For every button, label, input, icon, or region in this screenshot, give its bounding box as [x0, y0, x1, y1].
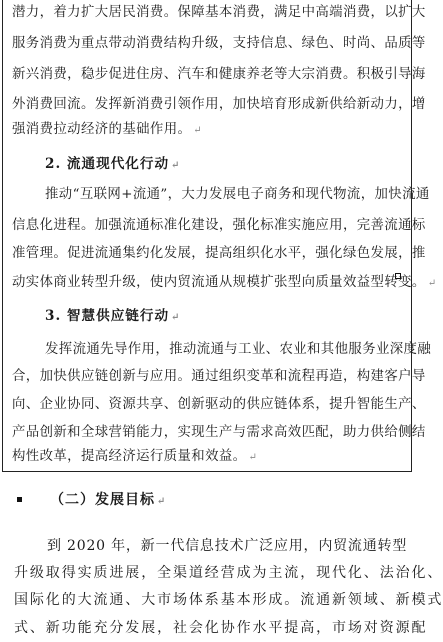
text-line: 式、新功能充分发展，社会化协作水平提高，市场对资源配: [14, 620, 428, 636]
text-line: 发挥流通先导作用，推动流通与工业、农业和其他服务业深度融: [45, 342, 432, 357]
paragraph-mark-icon: ↵: [427, 278, 437, 289]
text-line: 服务消费为重点带动消费结构升级，支持信息、绿色、时尚、品质等: [12, 36, 426, 51]
text-line-last: 构性改革，提高经济运行质量和效益。 ↵: [12, 449, 257, 464]
paragraph-mark-icon: ↵: [248, 452, 257, 463]
paragraph-mark-icon: ↵: [171, 312, 180, 323]
text-line: 国际化的大流通、大市场体系基本形成。流通新领域、新模式: [14, 592, 443, 608]
text-line: 信息化进程。加强流通标准化建设，强化标准实施应用，完善流通标: [12, 218, 426, 233]
text-line-last: 强消费拉动经济的基础作用。 ↵: [12, 122, 202, 137]
paragraph-mark-icon: ↵: [157, 496, 166, 507]
paragraph-mark-icon: ↵: [193, 125, 202, 136]
text-line: 向、企业协同、资源共享、创新驱动的供应链体系，提升智能生产、: [12, 397, 426, 412]
subheading: 3. 智慧供应链行动 ↵: [45, 308, 180, 324]
text-line: 到 2020 年，新一代信息技术广泛应用，内贸流通转型: [47, 538, 408, 554]
text-line: 推动“互联网+流通”，大力发展电子商务和现代物流，加快流通: [45, 187, 430, 202]
paragraph-mark-icon: ↵: [171, 160, 180, 171]
text-line: 产品创新和全球营销能力，实现生产与需求高效匹配，助力供给侧结: [12, 425, 426, 440]
text-line: 新兴消费，稳步促进住房、汽车和健康养老等大宗消费。积极引导海: [12, 67, 426, 82]
text-line: 潜力，着力扩大居民消费。保障基本消费，满足中高端消费，以扩大: [12, 5, 426, 20]
bullet-icon: [17, 497, 22, 502]
text-line: 外消费回流。发挥新消费引领作用，加快培育形成新供给新动力，增: [12, 97, 426, 112]
subheading: 2. 流通现代化行动 ↵: [45, 156, 180, 172]
section-heading: （二）发展目标 ↵: [50, 492, 166, 508]
text-line: 准管理。促进流通集约化发展，提高组织化水平，强化绿色发展，推: [12, 246, 426, 261]
text-line: 合，加快供应链创新与应用。通过组织变革和流程再造，构建客户导: [12, 369, 426, 384]
text-line-last: 动实体商业转型升级，使内贸流通从规模扩张型向质量效益型转变。 ↵: [12, 275, 437, 290]
text-line: 升级取得实质进展，全渠道经营成为主流，现代化、法治化、: [14, 565, 443, 581]
